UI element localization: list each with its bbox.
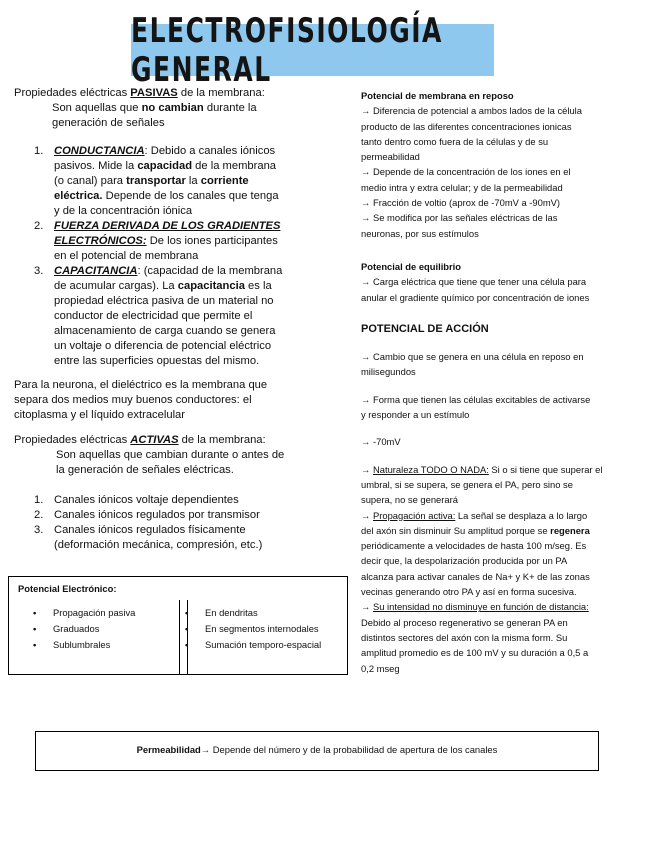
list-item: • Propagación pasiva xyxy=(23,605,135,621)
pasivas-pre: Propiedades eléctricas xyxy=(14,87,131,99)
naturaleza-l1: Si o si tiene que superar el xyxy=(488,463,603,475)
list-item: • En segmentos internodales xyxy=(175,621,321,637)
intensidad-l2: distintos sectores del axón con la misma form. Su xyxy=(361,631,568,643)
list-item: • Sublumbrales xyxy=(23,637,135,653)
pasivas-heading xyxy=(14,86,296,101)
list-item: • Graduados xyxy=(23,621,135,637)
arrow: → xyxy=(361,601,373,613)
accion-p3: → -70mV xyxy=(361,436,401,448)
accion-line: → Forma que tienen las células excitables de activarse xyxy=(361,393,591,405)
fuerza-key1: FUERZA DERIVADA DE LOS GRADIENTES xyxy=(54,220,281,232)
reposo-line: permeabilidad xyxy=(361,151,420,163)
activas-post: de la membrana: xyxy=(178,434,266,446)
capacitancia-l3: propiedad eléctrica pasiva de un material no xyxy=(54,295,274,307)
reposo-line: → Diferencia de potencial a ambos lados de la célula xyxy=(361,105,582,117)
accion-line: → Cambio que se genera en una célula en reposo en xyxy=(361,351,584,363)
activas-d2: la generación de señales eléctricas. xyxy=(56,464,234,476)
canal-text: Canales iónicos regulados por transmisor xyxy=(54,509,260,521)
equilibrio-body xyxy=(361,274,641,305)
pasivas-d3: durante la xyxy=(203,102,257,114)
canales-list xyxy=(14,493,296,553)
activas-key: ACTIVAS xyxy=(130,434,179,446)
activas-pre: Propiedades eléctricas xyxy=(14,434,131,446)
reposo-line: → Se modifica por las señales eléctricas de las xyxy=(361,212,558,224)
intensidad-l1: Debido al proceso regenerativo se generan PA en xyxy=(361,616,568,628)
canal-extra: (deformación mecánica, compresión, etc.) xyxy=(54,539,263,551)
capacitancia-l7: entre las superficies opuestas del mismo. xyxy=(54,355,260,367)
arrow: → xyxy=(361,463,373,475)
permeabilidad-line xyxy=(137,738,498,755)
conductancia-key: CONDUCTANCIA xyxy=(54,145,145,157)
intensidad-l4: 0,2 mseg xyxy=(361,662,400,674)
permeabilidad-box xyxy=(35,731,599,771)
equilibrio-line: anular el gradiente químico por concentración de iones xyxy=(361,291,590,303)
reposo-heading: Potencial de membrana en reposo xyxy=(361,90,514,101)
reposo-line: medio intra y extra celular; y de la permeabilidad xyxy=(361,181,563,193)
right-column xyxy=(361,88,641,676)
accion-p2 xyxy=(361,392,641,423)
electrotonico-table xyxy=(8,576,348,675)
electrotonico-col-1 xyxy=(23,605,135,653)
fuerza-key2: ELECTRÓNICOS: xyxy=(54,235,147,247)
permeabilidad-text: → Depende del número y de la probabilidad de apertura de los canales xyxy=(200,744,498,755)
capacitancia-l2b: capacitancia xyxy=(177,280,245,292)
capacitancia-l2c: es la xyxy=(244,280,272,292)
intensidad-paragraph xyxy=(361,599,641,675)
list-item: • Sumación temporo-espacial xyxy=(175,637,321,653)
list-item: • En dendritas xyxy=(175,605,321,621)
pasivas-d2: no cambian xyxy=(141,102,204,114)
reposo-line: tanto dentro como fuera de la células y de su xyxy=(361,135,549,147)
fuerza-l1: De los iones participantes xyxy=(146,235,278,247)
reposo-line: producto de las diferentes concentraciones ionicas xyxy=(361,120,572,132)
pasivas-post: de la membrana: xyxy=(177,87,265,99)
neurona-l1: Para la neurona, el dieléctrico es la membrana que xyxy=(14,379,268,391)
pasivas-d1: Son aquellas que xyxy=(52,102,142,114)
conductancia-l3c: la xyxy=(185,175,201,187)
pasivas-desc xyxy=(14,101,296,131)
item-number: 3. xyxy=(34,265,44,277)
equilibrio-heading: Potencial de equilibrio xyxy=(361,260,462,272)
conductancia-l1: : Debido a canales iónicos xyxy=(144,145,276,157)
list-item xyxy=(14,523,296,553)
item-number: 2. xyxy=(34,509,44,521)
capacitancia-l6: un voltaje o diferencia de potencial eléctrico xyxy=(54,340,272,352)
accion-line: y responder a un estímulo xyxy=(361,409,470,421)
left-column xyxy=(14,86,296,553)
conductancia-l3d: corriente xyxy=(200,175,249,187)
reposo-line: neuronas, por sus estímulos xyxy=(361,227,479,239)
reposo-line: → Depende de la concentración de los iones en el xyxy=(361,166,571,178)
reposo-line: → Fracción de voltio (aprox de -70mV a -90mV) xyxy=(361,197,561,209)
intensidad-l3: amplitud promedio es de 100 mV y su duración a 0,5 a xyxy=(361,647,589,659)
conductancia-l2b: capacidad xyxy=(137,160,193,172)
list-item xyxy=(14,493,296,508)
pasivas-list xyxy=(14,144,296,369)
permeabilidad-key: Permeabilidad xyxy=(136,744,201,755)
fuerza-l2: en el potencial de membrana xyxy=(54,250,199,262)
capacitancia-l2: de acumular cargas). La xyxy=(54,280,178,292)
propagacion-l4: decir que, la despolarización producida por un PA xyxy=(361,555,568,567)
list-item-fuerza xyxy=(14,219,296,264)
intensidad-key: Su intensidad no disminuye en función de distancia: xyxy=(372,601,589,613)
list-item-capacitancia xyxy=(14,264,296,369)
propagacion-l2b: regenera xyxy=(550,524,590,536)
list-item xyxy=(14,508,296,523)
propagacion-paragraph xyxy=(361,508,641,600)
conductancia-l2: pasivos. Mide la xyxy=(54,160,138,172)
item-number: 3. xyxy=(34,524,44,536)
list-item-conductancia xyxy=(14,144,296,219)
arrow: → xyxy=(361,509,373,521)
capacitancia-l5: almacenamiento de carga cuando se genera xyxy=(54,325,276,337)
capacitancia-l1: : (capacidad de la membrana xyxy=(137,265,283,277)
naturaleza-paragraph xyxy=(361,462,641,508)
naturaleza-l3: supera, no se generará xyxy=(361,494,458,506)
accion-heading: POTENCIAL DE ACCIÓN xyxy=(361,322,489,335)
activas-heading xyxy=(14,433,296,448)
activas-desc xyxy=(14,448,296,478)
propagacion-l5: alcanza para activar canales de Na+ y K+ de las zonas xyxy=(361,570,590,582)
canal-text: Canales iónicos regulados físicamente xyxy=(54,524,246,536)
conductancia-l3: (o canal) para xyxy=(54,175,127,187)
naturaleza-key: Naturaleza TODO O NADA: xyxy=(372,463,489,475)
electrotonico-col-2 xyxy=(175,605,321,653)
reposo-body xyxy=(361,103,641,241)
pasivas-d4: generación de señales xyxy=(52,117,165,129)
conductancia-l4: Depende de los canales que tenga xyxy=(102,190,279,202)
item-number: 1. xyxy=(34,145,44,157)
capacitancia-l4: conductor de electricidad que permite el xyxy=(54,310,253,322)
propagacion-l1: La señal se desplaza a lo largo xyxy=(455,509,588,521)
title-banner xyxy=(131,10,494,90)
item-number: 2. xyxy=(34,220,44,232)
propagacion-key: Propagación activa: xyxy=(372,509,456,521)
canal-text: Canales iónicos voltaje dependientes xyxy=(54,494,239,506)
propagacion-l2a: del axón sin disminuir Su amplitud porque se xyxy=(361,524,551,536)
electrotonico-heading: Potencial Electrónico: xyxy=(18,583,117,594)
propagacion-l3: periódicamente a velocidades de hasta 100 m/seg. Es xyxy=(361,540,587,552)
conductancia-l5: y de la concentración iónica xyxy=(54,205,193,217)
conductancia-l3b: transportar xyxy=(126,175,186,187)
equilibrio-line: → Carga eléctrica que tiene que tener una célula para xyxy=(361,276,587,288)
neurona-paragraph xyxy=(14,378,296,423)
activas-d1: Son aquellas que cambian durante o antes de xyxy=(56,449,285,461)
page-title: ELECTROFISIOLOGÍA GENERAL xyxy=(131,10,443,90)
item-number: 1. xyxy=(34,494,44,506)
propagacion-l6: vecinas generando otro PA y así en forma sucesiva. xyxy=(361,586,577,598)
pasivas-key: PASIVAS xyxy=(130,87,178,99)
accion-line: milisegundos xyxy=(361,366,416,378)
conductancia-l2c: de la membrana xyxy=(192,160,277,172)
capacitancia-key: CAPACITANCIA xyxy=(54,265,138,277)
conductancia-l4b: eléctrica. xyxy=(54,190,103,202)
neurona-l2: separa dos medios muy buenos conductores: el xyxy=(14,394,252,406)
accion-p1 xyxy=(361,349,641,380)
naturaleza-l2: umbral, si se supera, se genera el PA, pero sino se xyxy=(361,478,573,490)
neurona-l3: citoplasma y el líquido extracelular xyxy=(14,409,186,421)
